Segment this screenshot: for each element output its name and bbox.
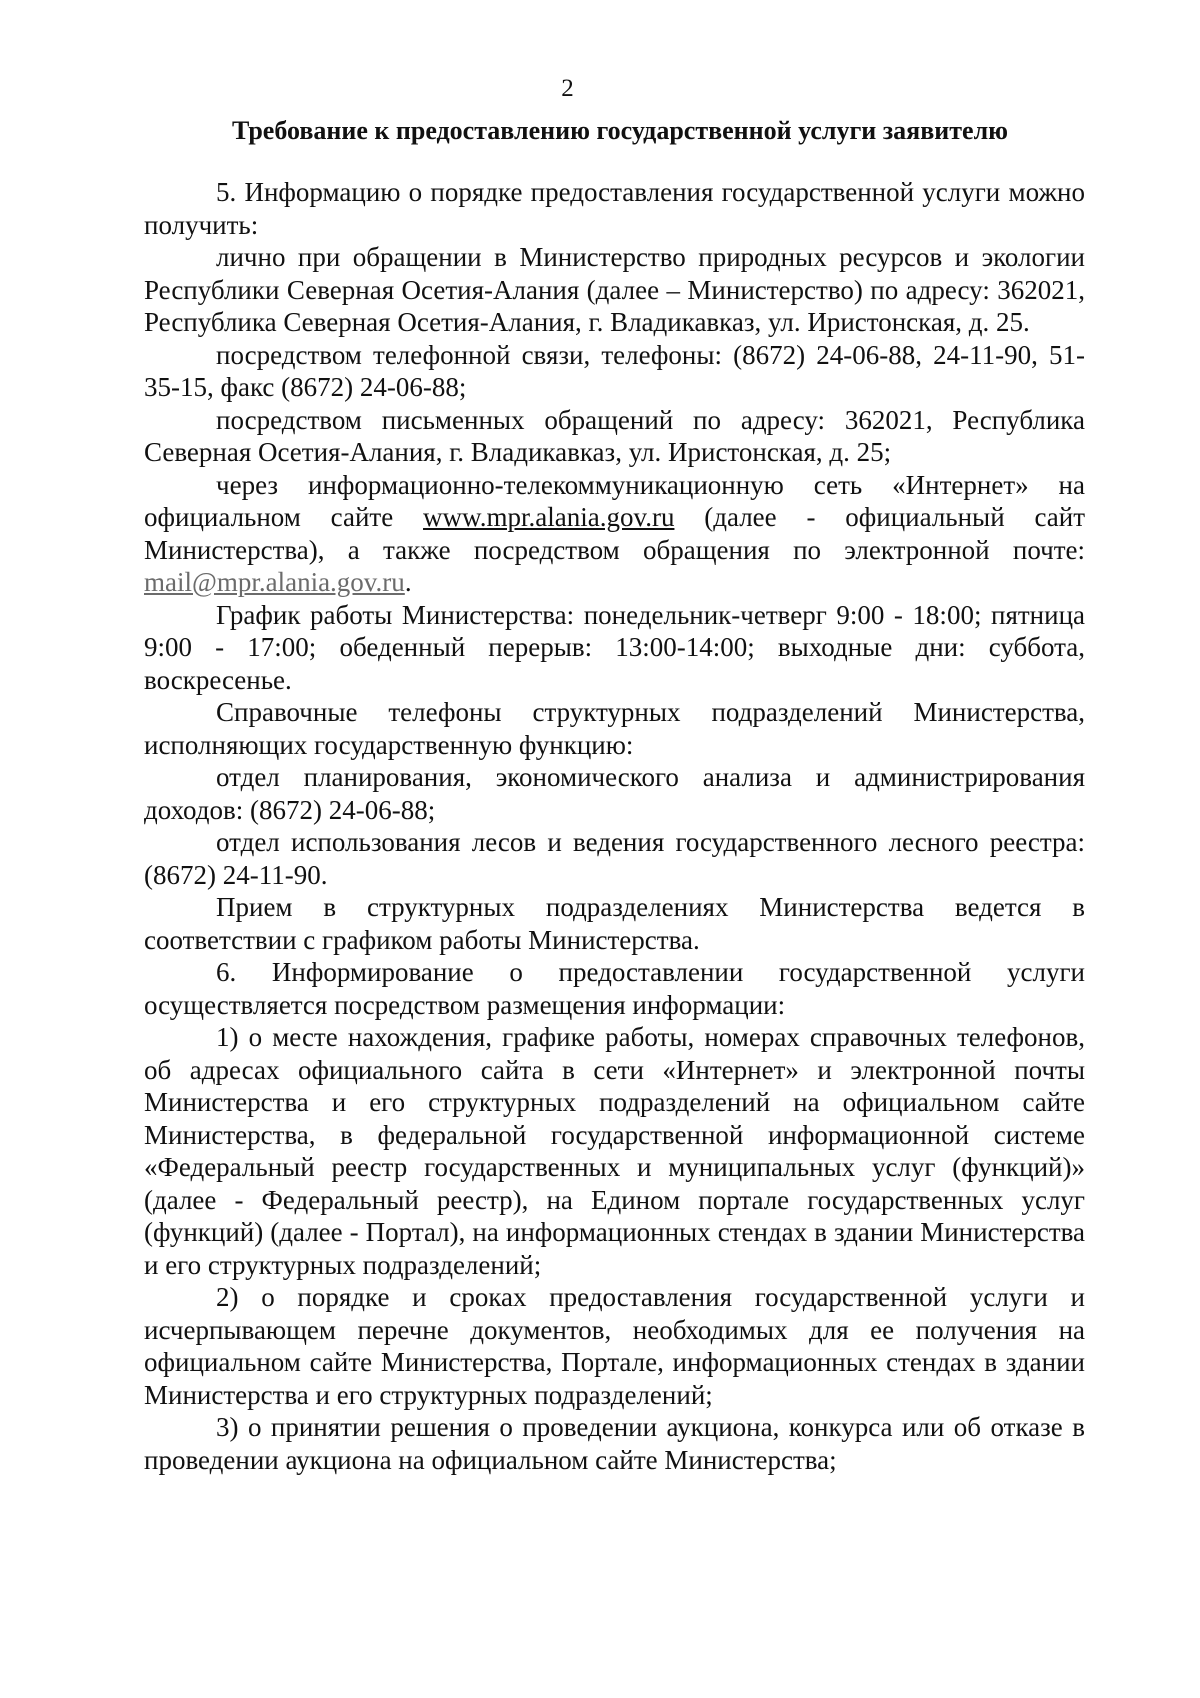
internet-text-middle: (далее - официальный сайт Министерства), а также посредством обращения по электронной почте: [144, 502, 1085, 565]
list-item-1: 1) о месте нахождения, графике работы, номерах справочных телефонов, об адресах официального сайта в сети «Интернет» и электронной почты Министерства и его структурных подразделений на официальном сайте Министерства, в федеральной государственной информационной системе «Федеральный реестр государственных и муниципальных услуг (функций)» (далее - Федеральный реестр), на Едином портале государственных услуг (функций) (далее - Портал), на информационных стендах в здании Министерства и его структурных подразделений; [144, 1022, 1085, 1280]
paragraph-in-person: лично при обращении в Министерство природных ресурсов и экологии Республики Северная Осетия-Алания (далее – Министерство) по адресу: 362021, Республика Северная Осетия-Алания, г. Владикавказ, ул. Иристонская, д. 25. [144, 242, 1085, 337]
document-body [144, 176, 1085, 1476]
paragraph-forest-dept: отдел использования лесов и ведения государственного лесного реестра: (8672) 24-11-90. [144, 827, 1085, 890]
paragraph-item-5-intro: 5. Информацию о порядке предоставления государственной услуги можно получить: [144, 177, 1085, 240]
paragraph-reception: Прием в структурных подразделениях Министерства ведется в соответствии с графиком работы Министерства. [144, 892, 1085, 955]
list-item-3: 3) о принятии решения о проведении аукциона, конкурса или об отказе в проведении аукциона на официальном сайте Министерства; [144, 1412, 1085, 1475]
paragraph-work-schedule: График работы Министерства: понедельник-четверг 9:00 - 18:00; пятница 9:00 - 17:00; обеденный перерыв: 13:00-14:00; выходные дни: суббота, воскресенье. [144, 599, 1085, 695]
paragraph-planning-dept: отдел планирования, экономического анализа и администрирования доходов: (8672) 24-06-88; [144, 762, 1085, 825]
page-number: 2 [561, 75, 574, 102]
paragraph-reference-phones: Справочные телефоны структурных подразделений Министерства, исполняющих государственную функцию: [144, 697, 1085, 760]
paragraph-phone: посредством телефонной связи, телефоны: (8672) 24-06-88, 24-11-90, 51-35-15, факс (8672) 24-06-88; [144, 339, 1085, 402]
internet-text-after: . [404, 567, 412, 597]
internet-text-before: через информационно-телекоммуникационную сеть «Интернет» на официальном сайте [144, 469, 1085, 532]
section-title: Требование к предоставлению государственной услуги заявителю [232, 116, 1009, 145]
official-site-link[interactable]: www.mpr.alania.gov.ru [423, 502, 675, 532]
email-link[interactable]: mail@mpr.alania.gov.ru [144, 567, 405, 597]
paragraph-written: посредством письменных обращений по адресу: 362021, Республика Северная Осетия-Алания, г. Владикавказ, ул. Иристонская, д. 25; [144, 404, 1085, 467]
paragraph-item-6-intro: 6. Информирование о предоставлении государственной услуги осуществляется посредством размещения информации: [144, 957, 1085, 1020]
paragraph-internet [144, 469, 1085, 599]
list-item-2: 2) о порядке и сроках предоставления государственной услуги и исчерпывающем перечне документов, необходимых для ее получения на официальном сайте Министерства, Портале, информационных стендах в здании Министерства и его структурных подразделений; [144, 1282, 1085, 1410]
